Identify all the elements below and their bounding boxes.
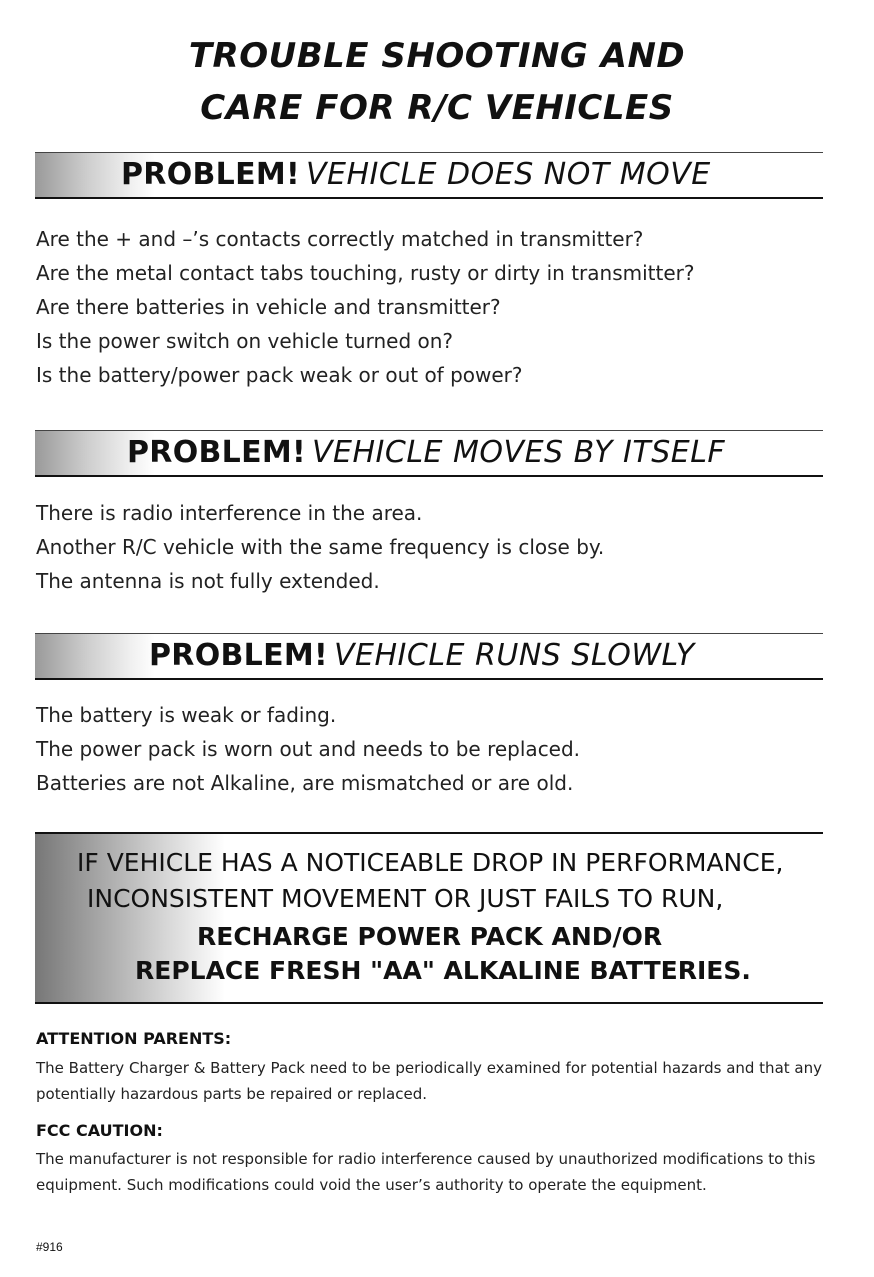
list-item: Are the metal contact tabs touching, rusty or dirty in transmitter?	[36, 261, 695, 285]
page-title	[0, 30, 874, 134]
problem-label: PROBLEM!	[121, 157, 301, 192]
title-line-1: TROUBLE SHOOTING AND	[188, 36, 686, 76]
title-line-2: CARE FOR R/C VEHICLES	[200, 88, 674, 128]
list-item: The battery is weak or fading.	[36, 703, 337, 727]
section-header-runs-slowly	[35, 633, 823, 680]
notice-line-2: INCONSISTENT MOVEMENT OR JUST FAILS TO RUN,	[87, 884, 724, 913]
section-header-moves-by-itself	[35, 430, 823, 477]
attention-text: The Battery Charger & Battery Pack need to be periodically examined for potential hazards and that any potentially hazardous parts be repaired or replaced.	[36, 1059, 822, 1103]
notice-line-4: REPLACE FRESH "AA" ALKALINE BATTERIES.	[135, 956, 751, 985]
problem-checklist-moves-by-itself	[36, 496, 604, 598]
problem-label: PROBLEM!	[149, 638, 329, 673]
performance-notice	[35, 832, 823, 1004]
list-item: Batteries are not Alkaline, are mismatched or are old.	[36, 771, 574, 795]
list-item: Are the + and –’s contacts correctly matched in transmitter?	[36, 227, 644, 251]
list-item: Are there batteries in vehicle and transmitter?	[36, 295, 501, 319]
section-header-does-not-move	[35, 152, 823, 199]
problem-description: VEHICLE RUNS SLOWLY	[334, 638, 695, 673]
problem-checklist-does-not-move	[36, 222, 695, 392]
item-code: #916	[36, 1240, 63, 1254]
fcc-heading: FCC CAUTION:	[36, 1121, 163, 1140]
section-header-text	[127, 433, 725, 473]
list-item: Is the power switch on vehicle turned on?	[36, 329, 454, 353]
header-shade	[35, 634, 155, 678]
problem-description: VEHICLE MOVES BY ITSELF	[312, 435, 726, 470]
section-header-text	[149, 636, 695, 676]
notice-line-3: RECHARGE POWER PACK AND/OR	[197, 922, 663, 951]
fcc-text: The manufacturer is not responsible for radio interference caused by unauthorized modifications to this equipment. Such modifications could void the user’s authority to operate the equipment.	[36, 1150, 816, 1194]
problem-description: VEHICLE DOES NOT MOVE	[306, 157, 711, 192]
list-item: Is the battery/power pack weak or out of power?	[36, 363, 523, 387]
attention-heading: ATTENTION PARENTS:	[36, 1029, 232, 1048]
problem-label: PROBLEM!	[127, 435, 307, 470]
list-item: There is radio interference in the area.	[36, 501, 423, 525]
notice-line-1: IF VEHICLE HAS A NOTICEABLE DROP IN PERFORMANCE,	[77, 848, 784, 877]
problem-checklist-runs-slowly	[36, 698, 580, 800]
section-header-text	[121, 155, 711, 195]
list-item: The antenna is not fully extended.	[36, 569, 380, 593]
list-item: Another R/C vehicle with the same frequency is close by.	[36, 535, 605, 559]
list-item: The power pack is worn out and needs to be replaced.	[36, 737, 581, 761]
